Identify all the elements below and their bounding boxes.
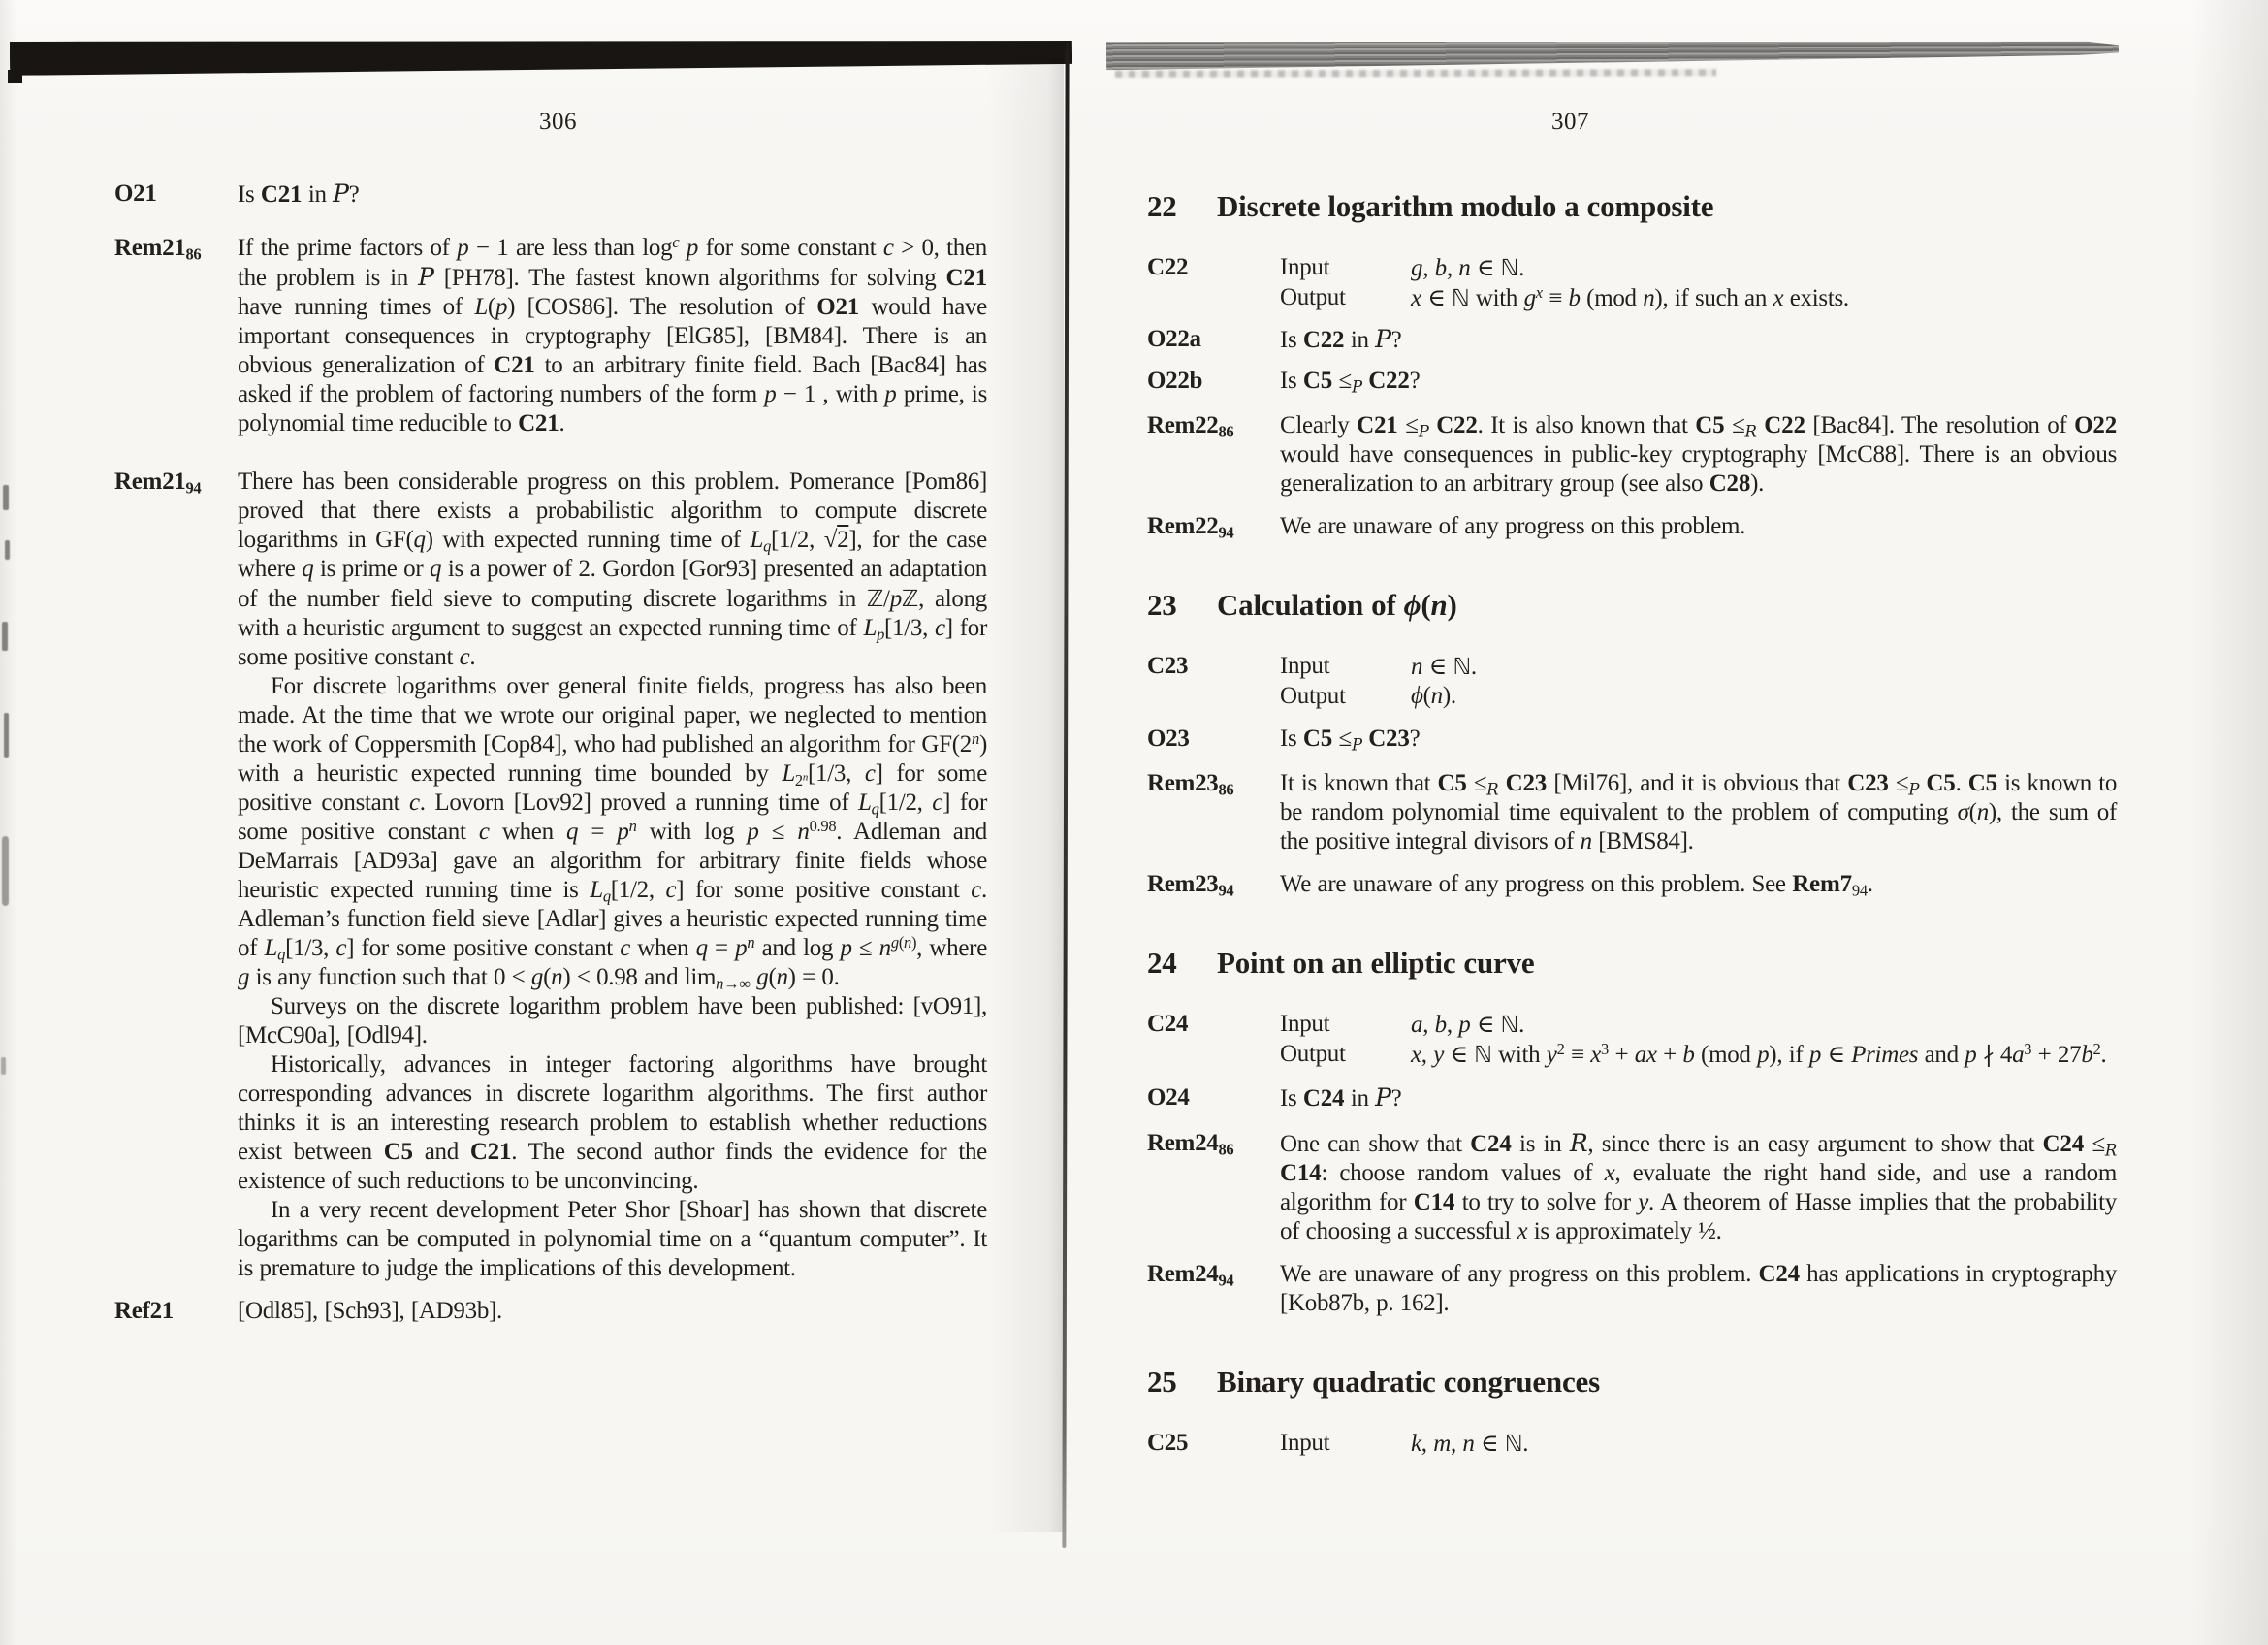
scan-margin-mark	[2, 836, 9, 906]
section-number: 25	[1147, 1365, 1177, 1399]
remark-row-Rem21-86	[114, 234, 987, 438]
section-heading-24	[1147, 946, 2117, 981]
section-heading-25	[1147, 1365, 2117, 1400]
input-line	[1280, 652, 2117, 682]
problem-io-row-C25	[1147, 1429, 2117, 1459]
problem-label: O21	[114, 180, 157, 207]
output-value: x ∈ ℕ with $g^x \equiv b$ (mod n), if such an x exists.	[1411, 282, 1849, 311]
remark-label: $Rem23_{86}$	[1147, 770, 1234, 799]
problem-row-O22b	[1147, 367, 2117, 396]
input-value: a, b, p ∈ ℕ.	[1411, 1011, 1525, 1038]
problem-row-O21	[114, 179, 987, 210]
scan-margin-mark	[5, 540, 10, 560]
output-value: ϕ(n).	[1411, 683, 1456, 709]
remark-row-Rem21-94	[114, 468, 987, 1283]
remark-text: We are unaware of any progress on this problem. C24 has applications in cryptography [Kob87b, p. 162].	[1280, 1261, 2117, 1316]
remark-row-Rem23-86	[1147, 769, 2117, 856]
remark-row-Rem24-86	[1147, 1129, 2117, 1246]
section-number: 23	[1147, 588, 1177, 622]
section-number: 24	[1147, 946, 1177, 980]
output-line	[1280, 1040, 2117, 1070]
input-keyword: Input	[1280, 1430, 1330, 1456]
problem-io-row-C22	[1147, 253, 2117, 313]
problem-label: O24	[1147, 1084, 1190, 1111]
section-title: Calculation of ϕ(n)	[1217, 588, 1457, 622]
remark-label: $Rem24_{94}$	[1147, 1261, 1234, 1290]
problem-row-O22a	[1147, 325, 2117, 355]
remark-text: We are unaware of any progress on this problem. See $Rem7_{94}$.	[1280, 871, 1873, 900]
remark-label: $Rem24_{86}$	[1147, 1130, 1234, 1159]
remark-label: $Rem22_{94}$	[1147, 513, 1234, 542]
right-page	[1147, 189, 2117, 1459]
scan-margin-mark	[2, 622, 8, 651]
remark-label: $Rem22_{86}$	[1147, 412, 1234, 441]
remark-label: $Rem21_{94}$	[114, 468, 202, 498]
remark-row-Rem24-94	[1147, 1260, 2117, 1318]
problem-label: O22a	[1147, 326, 1201, 352]
input-value: k, m, n ∈ ℕ.	[1411, 1430, 1529, 1457]
remark-text: It is known that $C5 \le_R$ C23 [Mil76], and it is obvious that $C23 \le_P$ C5. C5 is known to be random polynomial time equivalent to the problem of computing σ(n), the sum of the positive integral divisors of n [BMS84].	[1280, 770, 2118, 855]
page-number-left: 306	[539, 109, 577, 135]
remark-row-Rem22-94	[1147, 512, 2117, 541]
page-gutter-shadow	[987, 58, 1064, 1532]
input-value: g, b, n ∈ ℕ.	[1411, 254, 1525, 281]
section-title: Binary quadratic congruences	[1217, 1365, 1600, 1399]
output-line	[1280, 283, 2117, 313]
output-line	[1280, 682, 2117, 711]
problem-io-row-C24	[1147, 1010, 2117, 1070]
section-heading-23	[1147, 588, 2117, 623]
output-keyword: Output	[1280, 1041, 1346, 1067]
remark-text: Clearly $C21 \le_P$ C22. It is also known that $C5 \le_R$ C22 [Bac84]. The resolution of O22 would have consequences in public-key cryptography [McC88]. There is an obvious generalization to an arbitrary group (see also C28).	[1280, 412, 2118, 497]
section-title: Discrete logarithm modulo a composite	[1217, 189, 1714, 223]
remark-text: One can show that C24 is in R, since there is an easy argument to show that $C24 \le_R$ C14: choose random values of x, evaluate the right hand side, and use a random algorithm for C14 to try to solve for y. A theorem of Hasse implies that the probability of choosing a successful x is approximately ½.	[1280, 1129, 2117, 1244]
input-line	[1280, 253, 2117, 283]
input-keyword: Input	[1280, 653, 1330, 679]
problem-label: C25	[1147, 1430, 1189, 1456]
scan-margin-mark	[1, 1057, 6, 1075]
remark-paragraph: Historically, advances in integer factoring algorithms have brought corresponding advances in discrete logarithm algorithms. The first author thinks it is an interesting research problem to establish whether reductions exist between C5 and C21. The second author finds the evidence for the existence of such reductions to be unconvincing.	[238, 1051, 987, 1194]
remark-paragraph: Surveys on the discrete logarithm problem have been published: [vO91], [McC90a], [Odl94].	[238, 993, 987, 1048]
problem-row-O23	[1147, 725, 2117, 754]
scan-gray-fuzz	[1115, 69, 1716, 78]
problem-statement: Is C22 in P?	[1280, 325, 1402, 353]
problem-statement: Is C21 in P?	[238, 179, 360, 208]
reference-row-Ref21	[114, 1297, 987, 1326]
scan-black-bar	[10, 36, 1072, 76]
output-value: x, y ∈ ℕ with $y^2 \equiv x^3$ + ax + b (mod p), if p ∈ Primes and p ∤ $4a^3 + 27b^2$.	[1411, 1039, 2107, 1068]
page-number-right: 307	[1551, 109, 1589, 135]
problem-label: O23	[1147, 726, 1190, 752]
output-keyword: Output	[1280, 284, 1346, 310]
problem-label: C24	[1147, 1011, 1189, 1037]
input-value: n ∈ ℕ.	[1411, 653, 1477, 680]
remark-paragraph: In a very recent development Peter Shor [Shoar] has shown that discrete logarithms can be computed in polynomial time on a “quantum computer”. It is premature to judge the implications of this development.	[238, 1197, 987, 1281]
input-line	[1280, 1429, 2117, 1459]
remark-row-Rem22-86	[1147, 411, 2117, 499]
input-keyword: Input	[1280, 1011, 1330, 1037]
problem-row-O24	[1147, 1083, 2117, 1113]
problem-statement: Is $C5 \le_P$ C22?	[1280, 368, 1421, 397]
problem-label: C22	[1147, 254, 1189, 280]
problem-statement: Is $C5 \le_P$ C23?	[1280, 726, 1421, 755]
paper-edge-shade-left	[0, 0, 17, 1645]
input-keyword: Input	[1280, 254, 1330, 280]
scan-margin-mark	[3, 485, 9, 510]
reference-label: Ref21	[114, 1298, 174, 1324]
remark-label: $Rem23_{94}$	[1147, 871, 1234, 900]
remark-label: $Rem21_{86}$	[114, 235, 202, 264]
problem-statement: Is C24 in P?	[1280, 1083, 1402, 1112]
section-title: Point on an elliptic curve	[1217, 946, 1535, 980]
input-line	[1280, 1010, 2117, 1040]
scan-margin-mark	[4, 713, 9, 758]
problem-io-row-C23	[1147, 652, 2117, 711]
remark-text: We are unaware of any progress on this problem.	[1280, 513, 1746, 539]
paper-edge-shade-right	[2190, 0, 2268, 1645]
remark-text	[238, 468, 987, 1283]
problem-label: C23	[1147, 653, 1189, 679]
section-number: 22	[1147, 189, 1177, 223]
left-page	[114, 179, 987, 1326]
problem-label: O22b	[1147, 368, 1203, 394]
section-heading-22	[1147, 189, 2117, 224]
remark-text: If the prime factors of p − 1 are less than $\log^c p$ for some constant c > 0, then the problem is in P [PH78]. The fastest known algorithms for solving C21 have running times of L(p) [COS86]. The resolution of O21 would have important consequences in cryptography [ElG85], [BM84]. There is an obvious generalization of C21 to an arbitrary finite field. Bach [Bac84] has asked if the problem of factoring numbers of the form p − 1 , with p prime, is polynomial time reducible to C21.	[238, 232, 988, 436]
remark-paragraph: There has been considerable progress on this problem. Pomerance [Pom86] proved that there exists a probabilistic algorithm to compute discrete logarithms in GF(q) with expected running time of $L_q[1/2$, √2], for the case where q is prime or q is a power of 2. Gordon [Gor93] presented an adaptation of the number field sieve to computing discrete logarithms in ℤ/pℤ, along with a heuristic argument to suggest an expected running time of $L_p[1/3$, c] for some positive constant c.	[238, 468, 987, 670]
reference-citations: [Odl85], [Sch93], [AD93b].	[238, 1298, 503, 1324]
scan-gray-striped-bar	[1106, 38, 2119, 71]
remark-paragraph: For discrete logarithms over general finite fields, progress has also been made. At the time that we wrote our original paper, we neglected to mention the work of Coppersmith [Cop84], who had published an algorithm for GF(2$^n$) with a heuristic expected running time bounded by $L_{2^n}[1/3$, c] for some positive constant c. Lovorn [Lov92] proved a running time of $L_q[1/2$, c] for some positive constant c when $q = p^n$ with $\log p \le n^{0.98}$. Adleman and DeMarrais [AD93a] gave an algorithm for arbitrary finite fields whose heuristic expected running time is $L_q[1/2$, c] for some positive constant c. Adleman’s function field sieve [Adlar] gives a heuristic expected running time of $L_q[1/3$, c] for some positive constant c when $q = p^n$ and $\log p \le n^{g(n)}$, where g is any function such that 0 < g(n) < 0.98 and $\lim_{n\to\infty} g(n) = 0$.	[238, 673, 987, 993]
output-keyword: Output	[1280, 683, 1346, 709]
remark-row-Rem23-94	[1147, 870, 2117, 899]
